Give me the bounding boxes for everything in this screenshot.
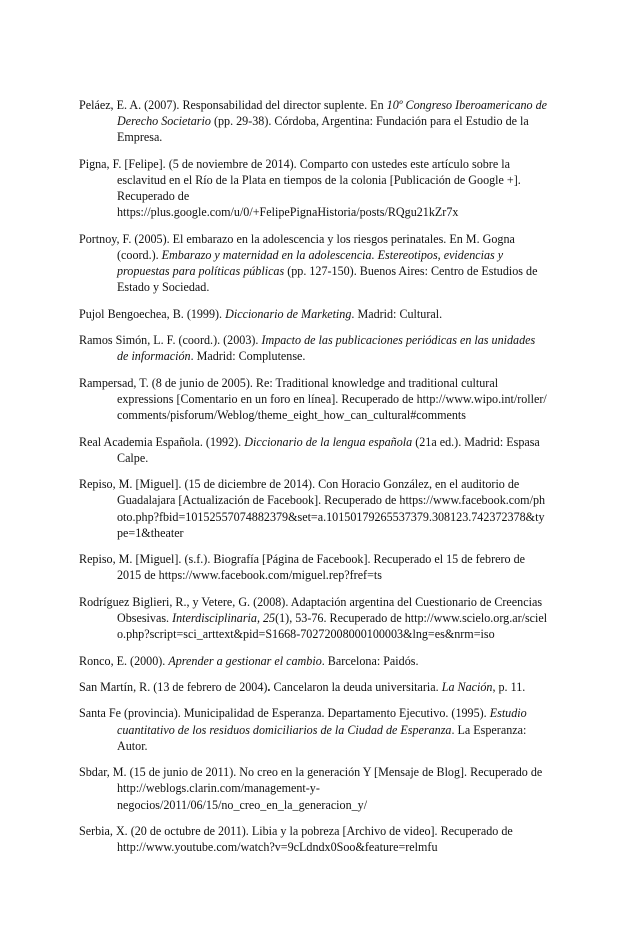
reference-text: , p. 11. — [492, 679, 526, 694]
reference-italic-title: Estudio cuantitativo de los residuos domiciliarios de la Ciudad de Esperanza — [117, 706, 530, 737]
reference-list — [79, 97, 549, 866]
reference-entry-rodriguez — [79, 594, 549, 643]
reference-entry-ramos — [79, 332, 549, 364]
reference-text: Rampersad, T. (8 de junio de 2005). Re: Traditional knowledge and traditional cultural expressions [Comentario en un foro en línea]. Recuperado de — [79, 375, 502, 406]
reference-text: (21a ed.). Madrid: Espasa Calpe. — [117, 434, 543, 465]
reference-text: (1), 53-76. Recuperado de — [275, 610, 405, 625]
reference-text: Pigna, F. [Felipe]. (5 de noviembre de 2014). Comparto con ustedes este artículo sobre la esclavitud en el Río de la Plata en tiempos de la colonia [Publicación de Google +]. Recuperado de — [79, 156, 521, 204]
reference-entry-rae — [79, 434, 549, 466]
reference-italic-title: 10º Congreso Iberoamericano de Derecho Societario — [117, 98, 551, 129]
reference-url: https://plus.google.com/u/0/+FelipePignaHistoria/posts/RQgu21kZr7x — [117, 205, 459, 220]
reference-italic-title: Interdisciplinaria, 25 — [172, 610, 276, 625]
reference-italic-title: Aprender a gestionar el cambio — [168, 653, 322, 668]
reference-italic-title: La Nación — [441, 679, 493, 694]
reference-italic-title: Diccionario de Marketing — [225, 306, 352, 321]
reference-text: Sbdar, M. (15 de junio de 2011). No creo en la generación Y [Mensaje de Blog]. Recuperado de http://weblogs.clarin.com/management-y-negocios/2011/06/15/no_creo_en_la_generacion_y/ — [79, 765, 546, 812]
reference-text: Ronco, E. (2000). — [79, 653, 169, 668]
reference-entry-santafe — [79, 705, 549, 754]
reference-italic-title: Impacto de las publicaciones periódicas en las unidades de información — [117, 333, 539, 364]
reference-text: . Barcelona: Paidós. — [321, 653, 419, 668]
reference-url: http://www.wipo.int/roller/comments/pisforum/Weblog/theme_eight_how_can_cultural#comments — [117, 391, 547, 423]
reference-entry-sbdar — [79, 764, 549, 813]
reference-entry-sanmartin — [79, 679, 549, 695]
reference-entry-portnoy — [79, 231, 549, 296]
reference-url: http://www.scielo.org.ar/scielo.php?script=sci_arttext&pid=S1668-70272008000100003&lng=es&nrm=iso — [117, 610, 548, 642]
reference-entry-pelaez — [79, 97, 549, 146]
reference-entry-repiso2 — [79, 551, 549, 583]
reference-text: Rodríguez Biglieri, R., y Vetere, G. (2008). Adaptación argentina del Cuestionario de Creencias Obsesivas. — [79, 594, 546, 625]
reference-text: (pp. 127-150). Buenos Aires: Centro de Estudios de Estado y Sociedad. — [117, 264, 541, 295]
reference-italic-title: Embarazo y maternidad en la adolescencia. Estereotipos, evidencias y propuestas para políticas públicas — [117, 248, 507, 279]
reference-text: Peláez, E. A. (2007). Responsabilidad del director suplente. En — [79, 98, 387, 112]
reference-text: Repiso, M. [Miguel]. (s.f.). Biografía [Página de Facebook]. Recuperado el 15 de febrero de 2015 de https://www.facebook.com/miguel.rep?fref=ts — [79, 552, 529, 583]
reference-text: San Martín, R. (13 de febrero de 2004) — [79, 679, 268, 694]
reference-text: Cancelaron la deuda universitaria. — [270, 679, 442, 694]
reference-bold-text: . — [267, 679, 271, 694]
reference-text: Ramos Simón, L. F. (coord.). (2003). — [79, 333, 262, 348]
reference-entry-pigna — [79, 156, 549, 221]
reference-text: . La Esperanza: Autor. — [117, 722, 529, 753]
reference-entry-ronco — [79, 653, 549, 669]
reference-text: Pujol Bengoechea, B. (1999). — [79, 306, 226, 321]
reference-text: Santa Fe (provincia). Municipalidad de Esperanza. Departamento Ejecutivo. (1995). — [79, 706, 490, 721]
reference-text: (pp. 29-38). Córdoba, Argentina: Fundación para el Estudio de la Empresa. — [117, 114, 532, 145]
reference-url: https://www.facebook.com/photo.php?fbid=10152557074882379&set=a.10150179265537379.308123.742372378&type=1&theater — [117, 493, 546, 540]
reference-text: Real Academia Española. (1992). — [79, 434, 245, 449]
reference-text: . Madrid: Cultural. — [351, 306, 443, 321]
reference-entry-rampersad — [79, 375, 549, 424]
reference-entry-pujol — [79, 306, 549, 322]
reference-entry-repiso1 — [79, 476, 549, 541]
reference-text: . Madrid: Complutense. — [190, 349, 306, 364]
reference-text: Repiso, M. [Miguel]. (15 de diciembre de 2014). Con Horacio González, en el auditorio de Guadalajara [Actualización de Facebook]. Recuperado de — [79, 477, 523, 508]
reference-text: Serbia, X. (20 de octubre de 2011). Libia y la pobreza [Archivo de video]. Recuperado de http://www.youtube.com/watch?v=9cLdndx0Soo&feature=relmfu — [79, 823, 516, 855]
reference-text: Portnoy, F. (2005). El embarazo en la adolescencia y los riesgos perinatales. En M. Gogna (coord.). — [79, 231, 518, 262]
reference-italic-title: Diccionario de la lengua española — [244, 434, 413, 449]
reference-entry-serbia — [79, 823, 549, 855]
